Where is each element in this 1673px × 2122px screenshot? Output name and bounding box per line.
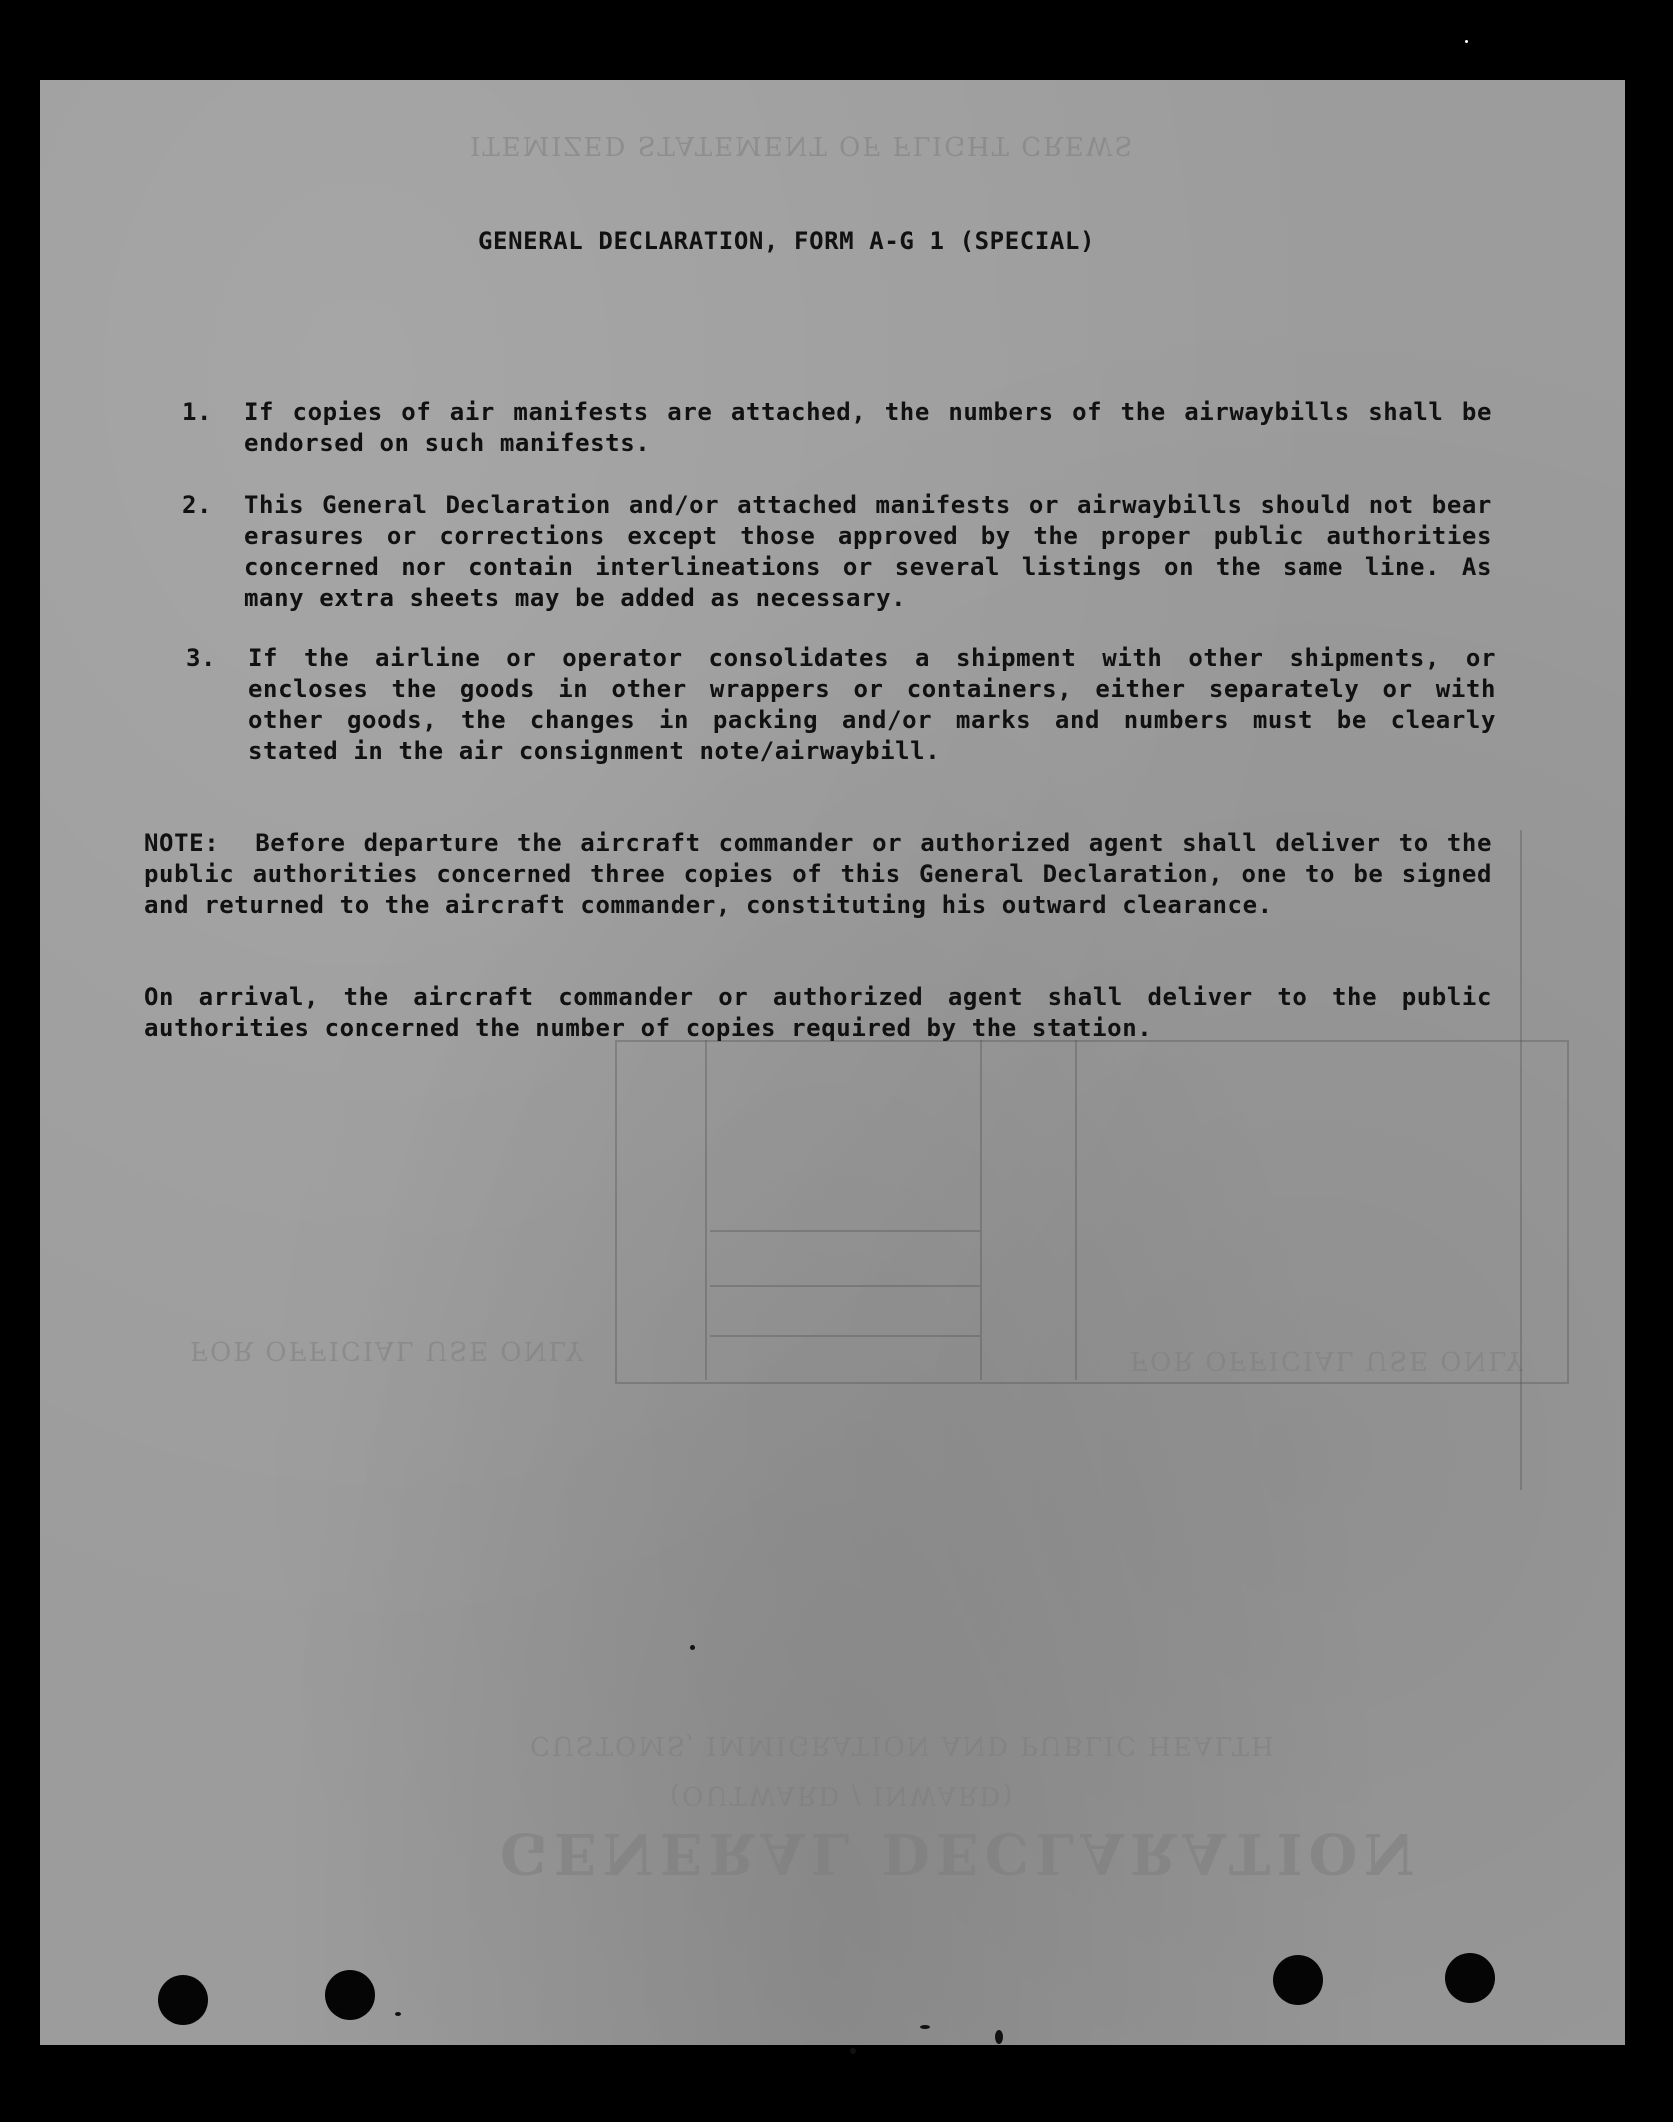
ink-speck: [920, 2025, 930, 2029]
instruction-item-3: [186, 643, 1496, 767]
ink-speck: [850, 2048, 856, 2054]
punch-hole: [158, 1975, 208, 2025]
scan-dot: [1465, 40, 1468, 43]
instruction-item-2: [182, 490, 1492, 614]
departure-note: [144, 828, 1492, 921]
note-label: NOTE:: [144, 829, 220, 857]
bleed-through-subheading: (OUTWARD / INWARD): [670, 1780, 1015, 1810]
item-text: This General Declaration and/or attached manifests or airwaybills should not bear erasures or corrections except those approved by the proper public authorities concerned nor contain interlineations or several listings on the same line. As many extra sheets may be added as necessary.: [244, 491, 1492, 612]
document-title: GENERAL DECLARATION, FORM A-G 1 (SPECIAL): [478, 227, 1096, 255]
ink-speck: [690, 1645, 695, 1650]
item-number: 3.: [186, 644, 217, 672]
ink-speck: [395, 2012, 401, 2016]
bleed-through-heading: GENERAL DECLARATION: [500, 1820, 1421, 1886]
item-text: If the airline or operator consolidates a shipment with other shipments, or encloses the goods in other wrappers or containers, either separately or with other goods, the changes in packing and/or marks and numbers must be clearly stated in the air consignment note/airwaybill.: [248, 644, 1496, 765]
ink-speck: [995, 2030, 1003, 2044]
instruction-item-1: [182, 397, 1492, 459]
note-text: Before departure the aircraft commander or authorized agent shall deliver to the public authorities concerned three copies of this General Declaration, one to be signed and returned to the aircraft commander, constituting his outward clearance.: [144, 829, 1492, 919]
bleed-through-top-heading: ITEMIZED STATEMENT OF FLIGHT CREWS: [470, 130, 1135, 160]
bleed-through-table: [615, 1040, 1569, 1384]
punch-hole: [1445, 1953, 1495, 2003]
bleed-through-official-use-left: FOR OFFICIAL USE ONLY: [190, 1335, 586, 1365]
bleed-through-rule: [1520, 830, 1522, 1490]
arrival-note: On arrival, the aircraft commander or authorized agent shall deliver to the public authorities concerned the number of copies required by the station.: [144, 983, 1492, 1042]
item-number: 2.: [182, 491, 213, 519]
bleed-through-rule: [705, 1040, 707, 1380]
bleed-through-official-use-right: FOR OFFICIAL USE ONLY: [1130, 1345, 1526, 1375]
document-page: [40, 80, 1625, 2045]
bleed-through-rule: [710, 1230, 980, 1232]
item-number: 1.: [182, 398, 213, 426]
bleed-through-rule: [980, 1040, 982, 1380]
bleed-through-rule: [710, 1335, 980, 1337]
punch-hole: [1273, 1955, 1323, 2005]
bleed-through-agencies: CUSTOMS, IMMIGRATION AND PUBLIC HEALTH: [530, 1730, 1276, 1760]
item-text: If copies of air manifests are attached, the numbers of the airwaybills shall be endorsed on such manifests.: [244, 398, 1492, 457]
bleed-through-rule: [1075, 1040, 1077, 1380]
bleed-through-rule: [710, 1285, 980, 1287]
punch-hole: [325, 1970, 375, 2020]
